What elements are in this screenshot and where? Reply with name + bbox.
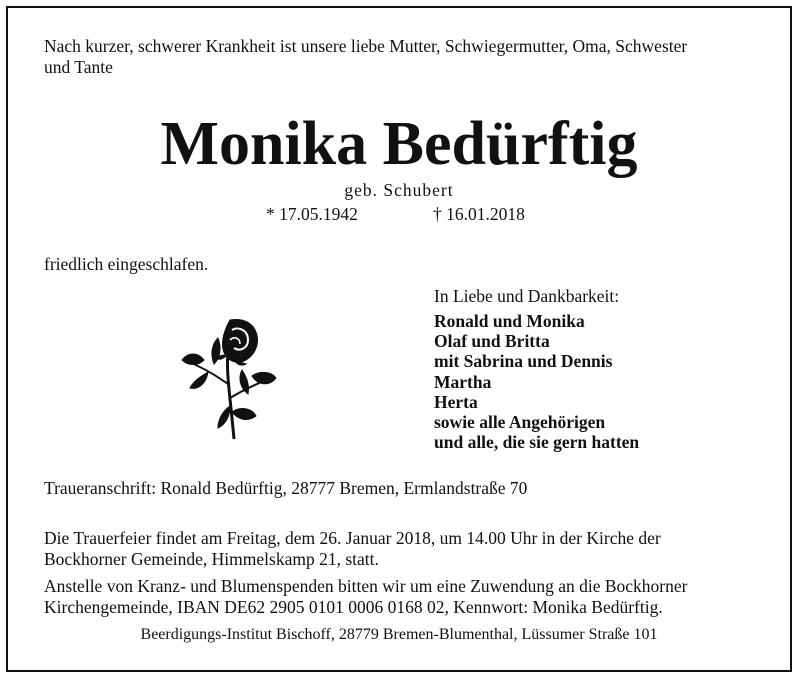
mourner-line: Martha — [434, 371, 492, 392]
funeral-service-text — [44, 528, 784, 570]
obituary-notice — [6, 6, 792, 672]
mourner-line: sowie alle Angehörigen — [434, 412, 606, 433]
mourner-line: Ronald und Monika — [434, 311, 585, 331]
donation-text — [44, 576, 784, 618]
maiden-name: geb. Schubert — [344, 180, 454, 200]
funeral-home: Beerdigungs-Institut Bischoff, 28779 Bremen-Blumenthal, Lüssumer Straße 101 — [140, 626, 658, 643]
mourners-list — [434, 311, 639, 452]
death-date: † 16.01.2018 — [433, 204, 525, 224]
deceased-name: Monika Bedürftig — [160, 110, 638, 178]
mourning-address: Traueranschrift: Ronald Bedürftig, 28777 Bremen, Ermlandstraße 70 — [44, 478, 528, 498]
passed-away-text: friedlich eingeschlafen. — [44, 254, 209, 274]
service-line-1: Die Trauerfeier findet am Freitag, dem 26. Januar 2018, um 14.00 Uhr in der Kirche der — [44, 528, 661, 548]
mourner-line: Herta — [434, 391, 478, 412]
donation-line-1: Anstelle von Kranz- und Blumenspenden bitten wir um eine Zuwendung an die Bockhorner — [44, 576, 688, 596]
donation-line-2: Kirchengemeinde, IBAN DE62 2905 0101 0006 0168 02, Kennwort: Monika Bedürftig. — [44, 597, 663, 617]
rose-icon — [168, 314, 280, 444]
intro-line-2: und Tante — [44, 57, 113, 77]
intro-line-1: Nach kurzer, schwerer Krankheit ist unsere liebe Mutter, Schwiegermutter, Oma, Schwester — [44, 36, 688, 56]
intro-text — [44, 36, 774, 78]
service-line-2: Bockhorner Gemeinde, Himmelskamp 21, statt. — [44, 549, 379, 569]
birth-date: * 17.05.1942 — [266, 204, 358, 224]
thanks-heading: In Liebe und Dankbarkeit: — [434, 286, 620, 306]
mourner-line: und alle, die sie gern hatten — [434, 432, 640, 453]
mourner-line: mit Sabrina und Dennis — [434, 351, 613, 372]
mourner-line: Olaf und Britta — [434, 331, 550, 352]
